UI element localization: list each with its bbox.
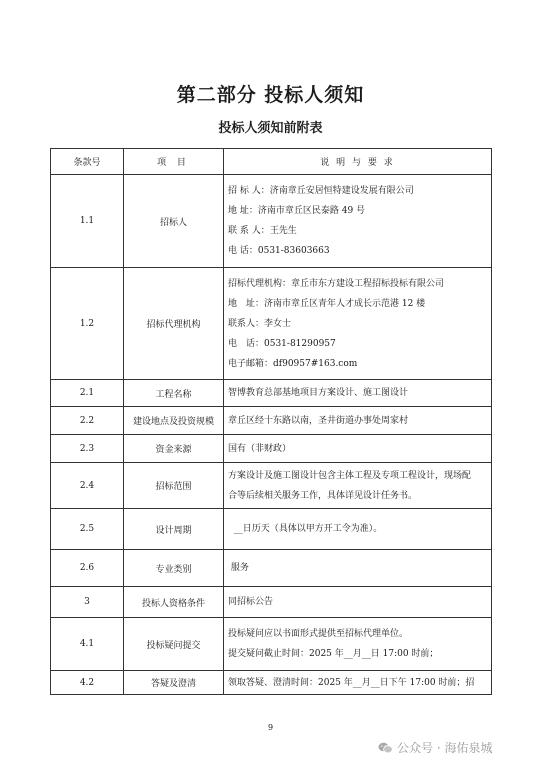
clause-description [224, 671, 492, 695]
header-item: 项 目 [124, 149, 224, 175]
page-number: 9 [267, 723, 274, 732]
clause-description [224, 463, 492, 509]
table-row [51, 618, 492, 671]
clause-item: 招标范围 [124, 463, 224, 509]
clause-no: 2.2 [51, 407, 124, 435]
table-row [51, 550, 492, 587]
clause-no: 1.2 [51, 268, 124, 380]
clause-item: 招标代理机构 [124, 268, 224, 380]
clause-description [224, 380, 492, 407]
description-line: 投标疑问应以书面形式提供至招标代理单位。 [228, 629, 409, 639]
clause-description [224, 175, 492, 268]
description-line: 电 话：0531-83603663 [228, 246, 330, 256]
clause-description [224, 435, 492, 463]
clause-no: 2.6 [51, 550, 124, 587]
table-row [51, 268, 492, 380]
description-line: 智博教育总部基地项目方案设计、施工图设计 [228, 388, 409, 398]
header-description: 说 明 与 要 求 [224, 149, 492, 175]
clause-description [224, 587, 492, 618]
watermark-text: 公众号 · 海佑泉城 [397, 741, 493, 755]
description-line: 章丘区经十东路以南，圣井街道办事处周家村 [228, 415, 409, 426]
table-row [51, 407, 492, 435]
clause-item: 工程名称 [124, 380, 224, 407]
clause-no: 2.5 [51, 509, 124, 550]
table-row [51, 175, 492, 268]
clause-item: 投标疑问提交 [124, 618, 224, 671]
page-title: 第二部分 投标人须知 [176, 84, 365, 106]
wechat-icon [378, 742, 393, 754]
table-row [51, 435, 492, 463]
clause-item: 专业类别 [124, 550, 224, 587]
clause-no: 1.1 [51, 175, 124, 268]
clause-item: 投标人资格条件 [124, 587, 224, 618]
clause-no: 3 [51, 587, 124, 618]
clause-description [224, 618, 492, 671]
clause-item: 建设地点及投资规模 [124, 407, 224, 435]
clause-no: 4.1 [51, 618, 124, 671]
table-row [51, 509, 492, 550]
description-line: 方案设计及施工图设计包含主体工程及专项工程设计，现场配 [228, 470, 472, 481]
table-row [51, 587, 492, 618]
table-header-row [51, 149, 492, 175]
table-row [51, 671, 492, 695]
clause-no: 2.4 [51, 463, 124, 509]
description-line: 国有（非财政） [228, 443, 292, 454]
clause-item: 设计周期 [124, 509, 224, 550]
description-line: 地 址：济南市章丘区青年人才成长示范港 12 楼 [228, 298, 426, 309]
description-line: 联 系 人：王先生 [228, 226, 297, 236]
description-line: 招标代理机构：章丘市东方建设工程招标投标有限公司 [228, 278, 445, 289]
clause-description [224, 550, 492, 587]
description-line: 服务 [228, 563, 249, 573]
clause-item: 答疑及澄清 [124, 671, 224, 695]
watermark [378, 739, 538, 756]
clause-item: 招标人 [124, 175, 224, 268]
table-row [51, 463, 492, 509]
description-line: 合等后续相关服务工作，具体详见设计任务书。 [228, 490, 418, 501]
description-line: 提交疑问截止时间：2025 年__月__日 17:00 时前； [228, 649, 439, 659]
clause-description [224, 407, 492, 435]
description-line: 电子邮箱：df90957#163.com [228, 358, 358, 369]
description-line: 电 话：0531-81290957 [228, 338, 336, 349]
description-line: 联系人：李女士 [228, 318, 292, 329]
table-title: 投标人须知前附表 [218, 121, 323, 136]
table-row [51, 380, 492, 407]
clause-item: 资金来源 [124, 435, 224, 463]
instructions-table [50, 148, 492, 695]
clause-no: 4.2 [51, 671, 124, 695]
clause-description [224, 268, 492, 380]
clause-no: 2.3 [51, 435, 124, 463]
description-line: 地 址：济南市章丘区民泰路 49 号 [228, 206, 366, 216]
description-line: __日历天（具体以甲方开工令为准）。 [228, 524, 383, 534]
clause-description [224, 509, 492, 550]
description-line: 招 标 人：济南章丘安居恒特建设发展有限公司 [228, 186, 414, 196]
clause-no: 2.1 [51, 380, 124, 407]
description-line: 领取答疑、澄清时间：2025 年__月__日下午 17:00 时前；招 [228, 677, 475, 688]
description-line: 同招标公告 [228, 597, 274, 607]
header-clause-no: 条款号 [51, 149, 124, 175]
